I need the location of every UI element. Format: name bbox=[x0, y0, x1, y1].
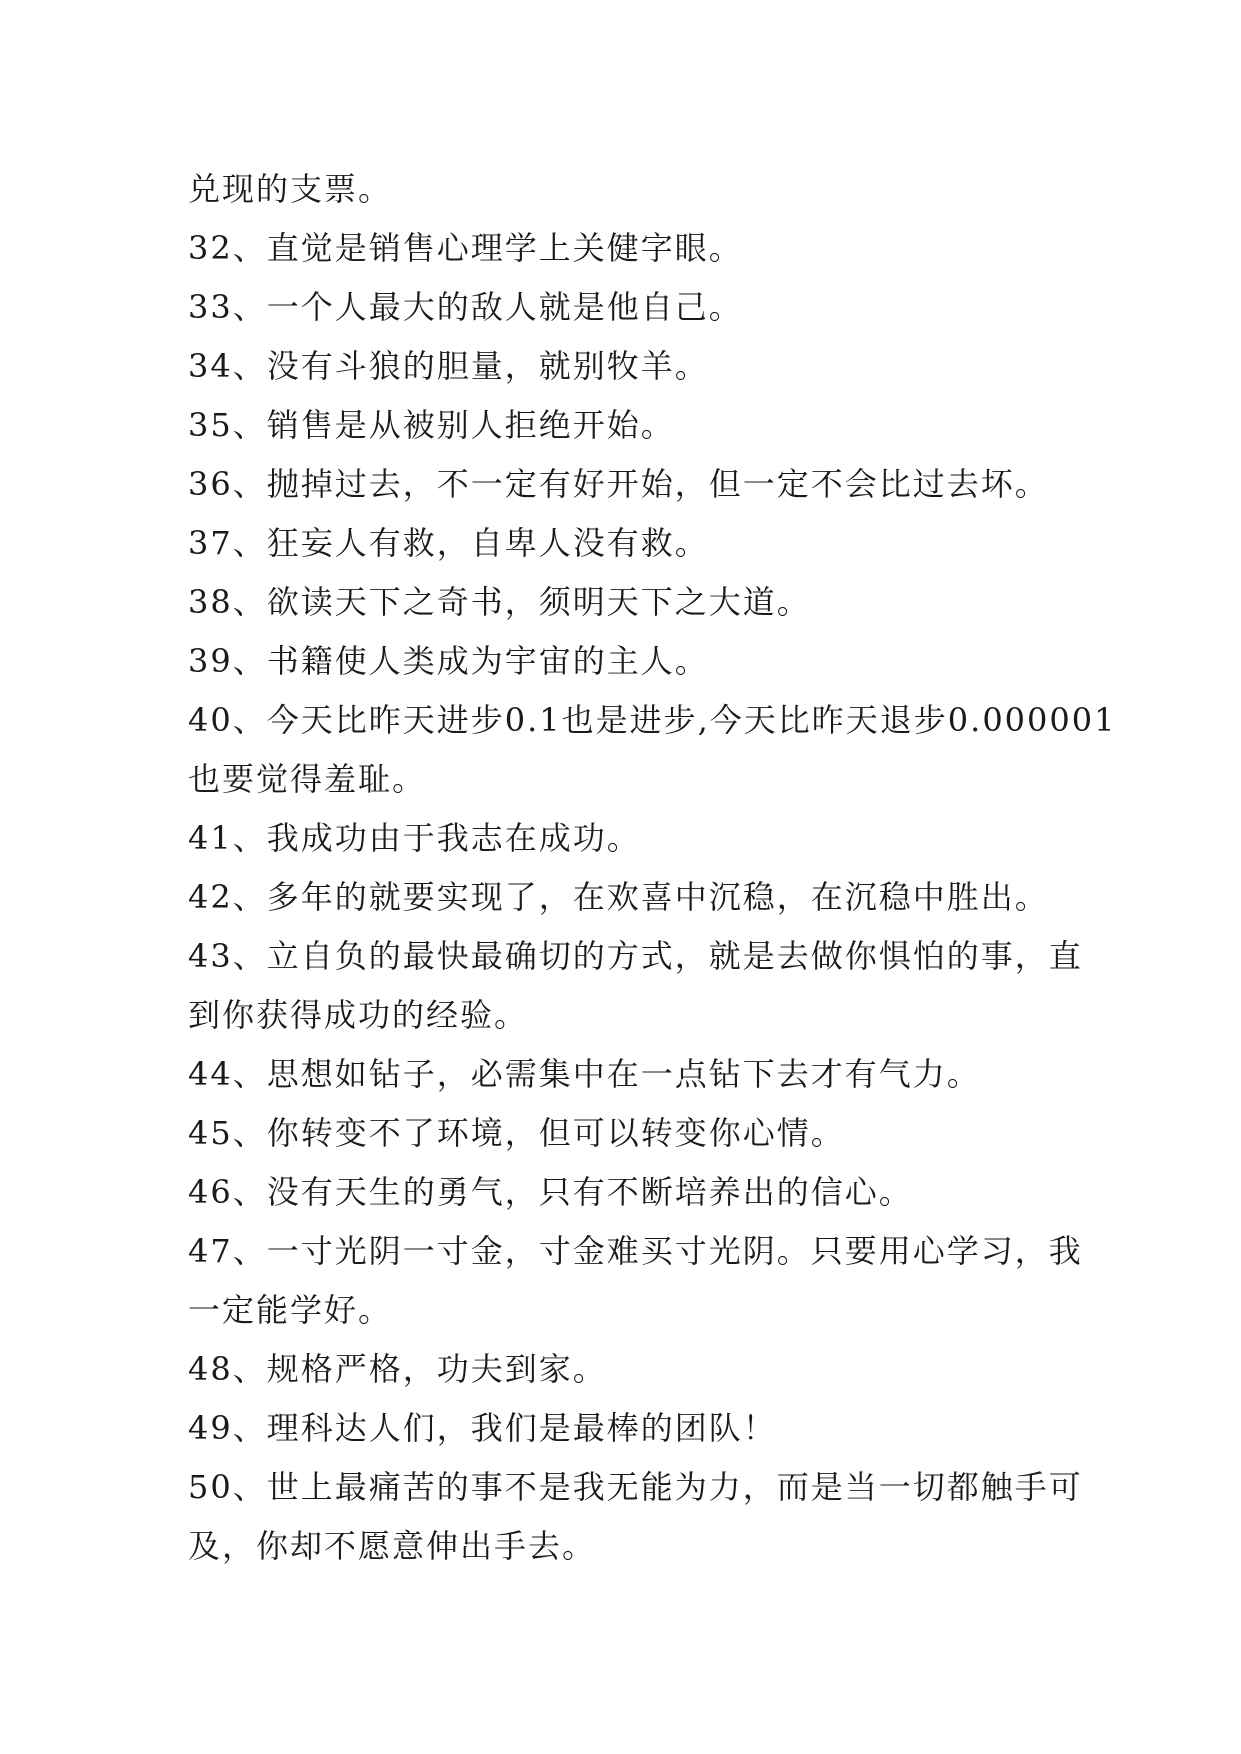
document-body bbox=[188, 160, 1117, 1576]
text-line: 46、没有天生的勇气，只有不断培养出的信心。 bbox=[188, 1173, 913, 1211]
text-line: 49、理科达人们，我们是最棒的团队！ bbox=[188, 1409, 777, 1447]
text-line: 37、狂妄人有救，自卑人没有救。 bbox=[188, 524, 709, 562]
text-line: 也要觉得羞耻。 bbox=[188, 760, 427, 798]
text-line: 43、立自负的最快最确切的方式，就是去做你惧怕的事，直 bbox=[188, 937, 1083, 975]
text-line: 38、欲读天下之奇书，须明天下之大道。 bbox=[188, 583, 811, 621]
text-line: 50、世上最痛苦的事不是我无能为力，而是当一切都触手可 bbox=[188, 1468, 1083, 1506]
text-line: 45、你转变不了环境，但可以转变你心情。 bbox=[188, 1114, 845, 1152]
text-line: 一定能学好。 bbox=[188, 1291, 393, 1329]
text-line: 44、思想如钻子，必需集中在一点钻下去才有气力。 bbox=[188, 1055, 981, 1093]
text-line: 34、没有斗狼的胆量，就别牧羊。 bbox=[188, 347, 709, 385]
text-line: 兑现的支票。 bbox=[188, 170, 393, 208]
text-line: 47、一寸光阴一寸金，寸金难买寸光阴。只要用心学习，我 bbox=[188, 1232, 1083, 1270]
text-line: 48、规格严格，功夫到家。 bbox=[188, 1350, 607, 1388]
text-line: 41、我成功由于我志在成功。 bbox=[188, 819, 641, 857]
text-line: 及，你却不愿意伸出手去。 bbox=[188, 1527, 597, 1565]
text-line: 42、多年的就要实现了，在欢喜中沉稳，在沉稳中胜出。 bbox=[188, 878, 1049, 916]
text-line: 36、抛掉过去，不一定有好开始，但一定不会比过去坏。 bbox=[188, 465, 1049, 503]
text-line: 35、销售是从被别人拒绝开始。 bbox=[188, 406, 675, 444]
text-line: 40、今天比昨天进步0.1也是进步,今天比昨天退步0.000001 bbox=[188, 701, 1117, 739]
text-line: 到你获得成功的经验。 bbox=[188, 996, 529, 1034]
text-line: 33、一个人最大的敌人就是他自己。 bbox=[188, 288, 743, 326]
text-line: 32、直觉是销售心理学上关健字眼。 bbox=[188, 229, 743, 267]
text-line: 39、书籍使人类成为宇宙的主人。 bbox=[188, 642, 709, 680]
